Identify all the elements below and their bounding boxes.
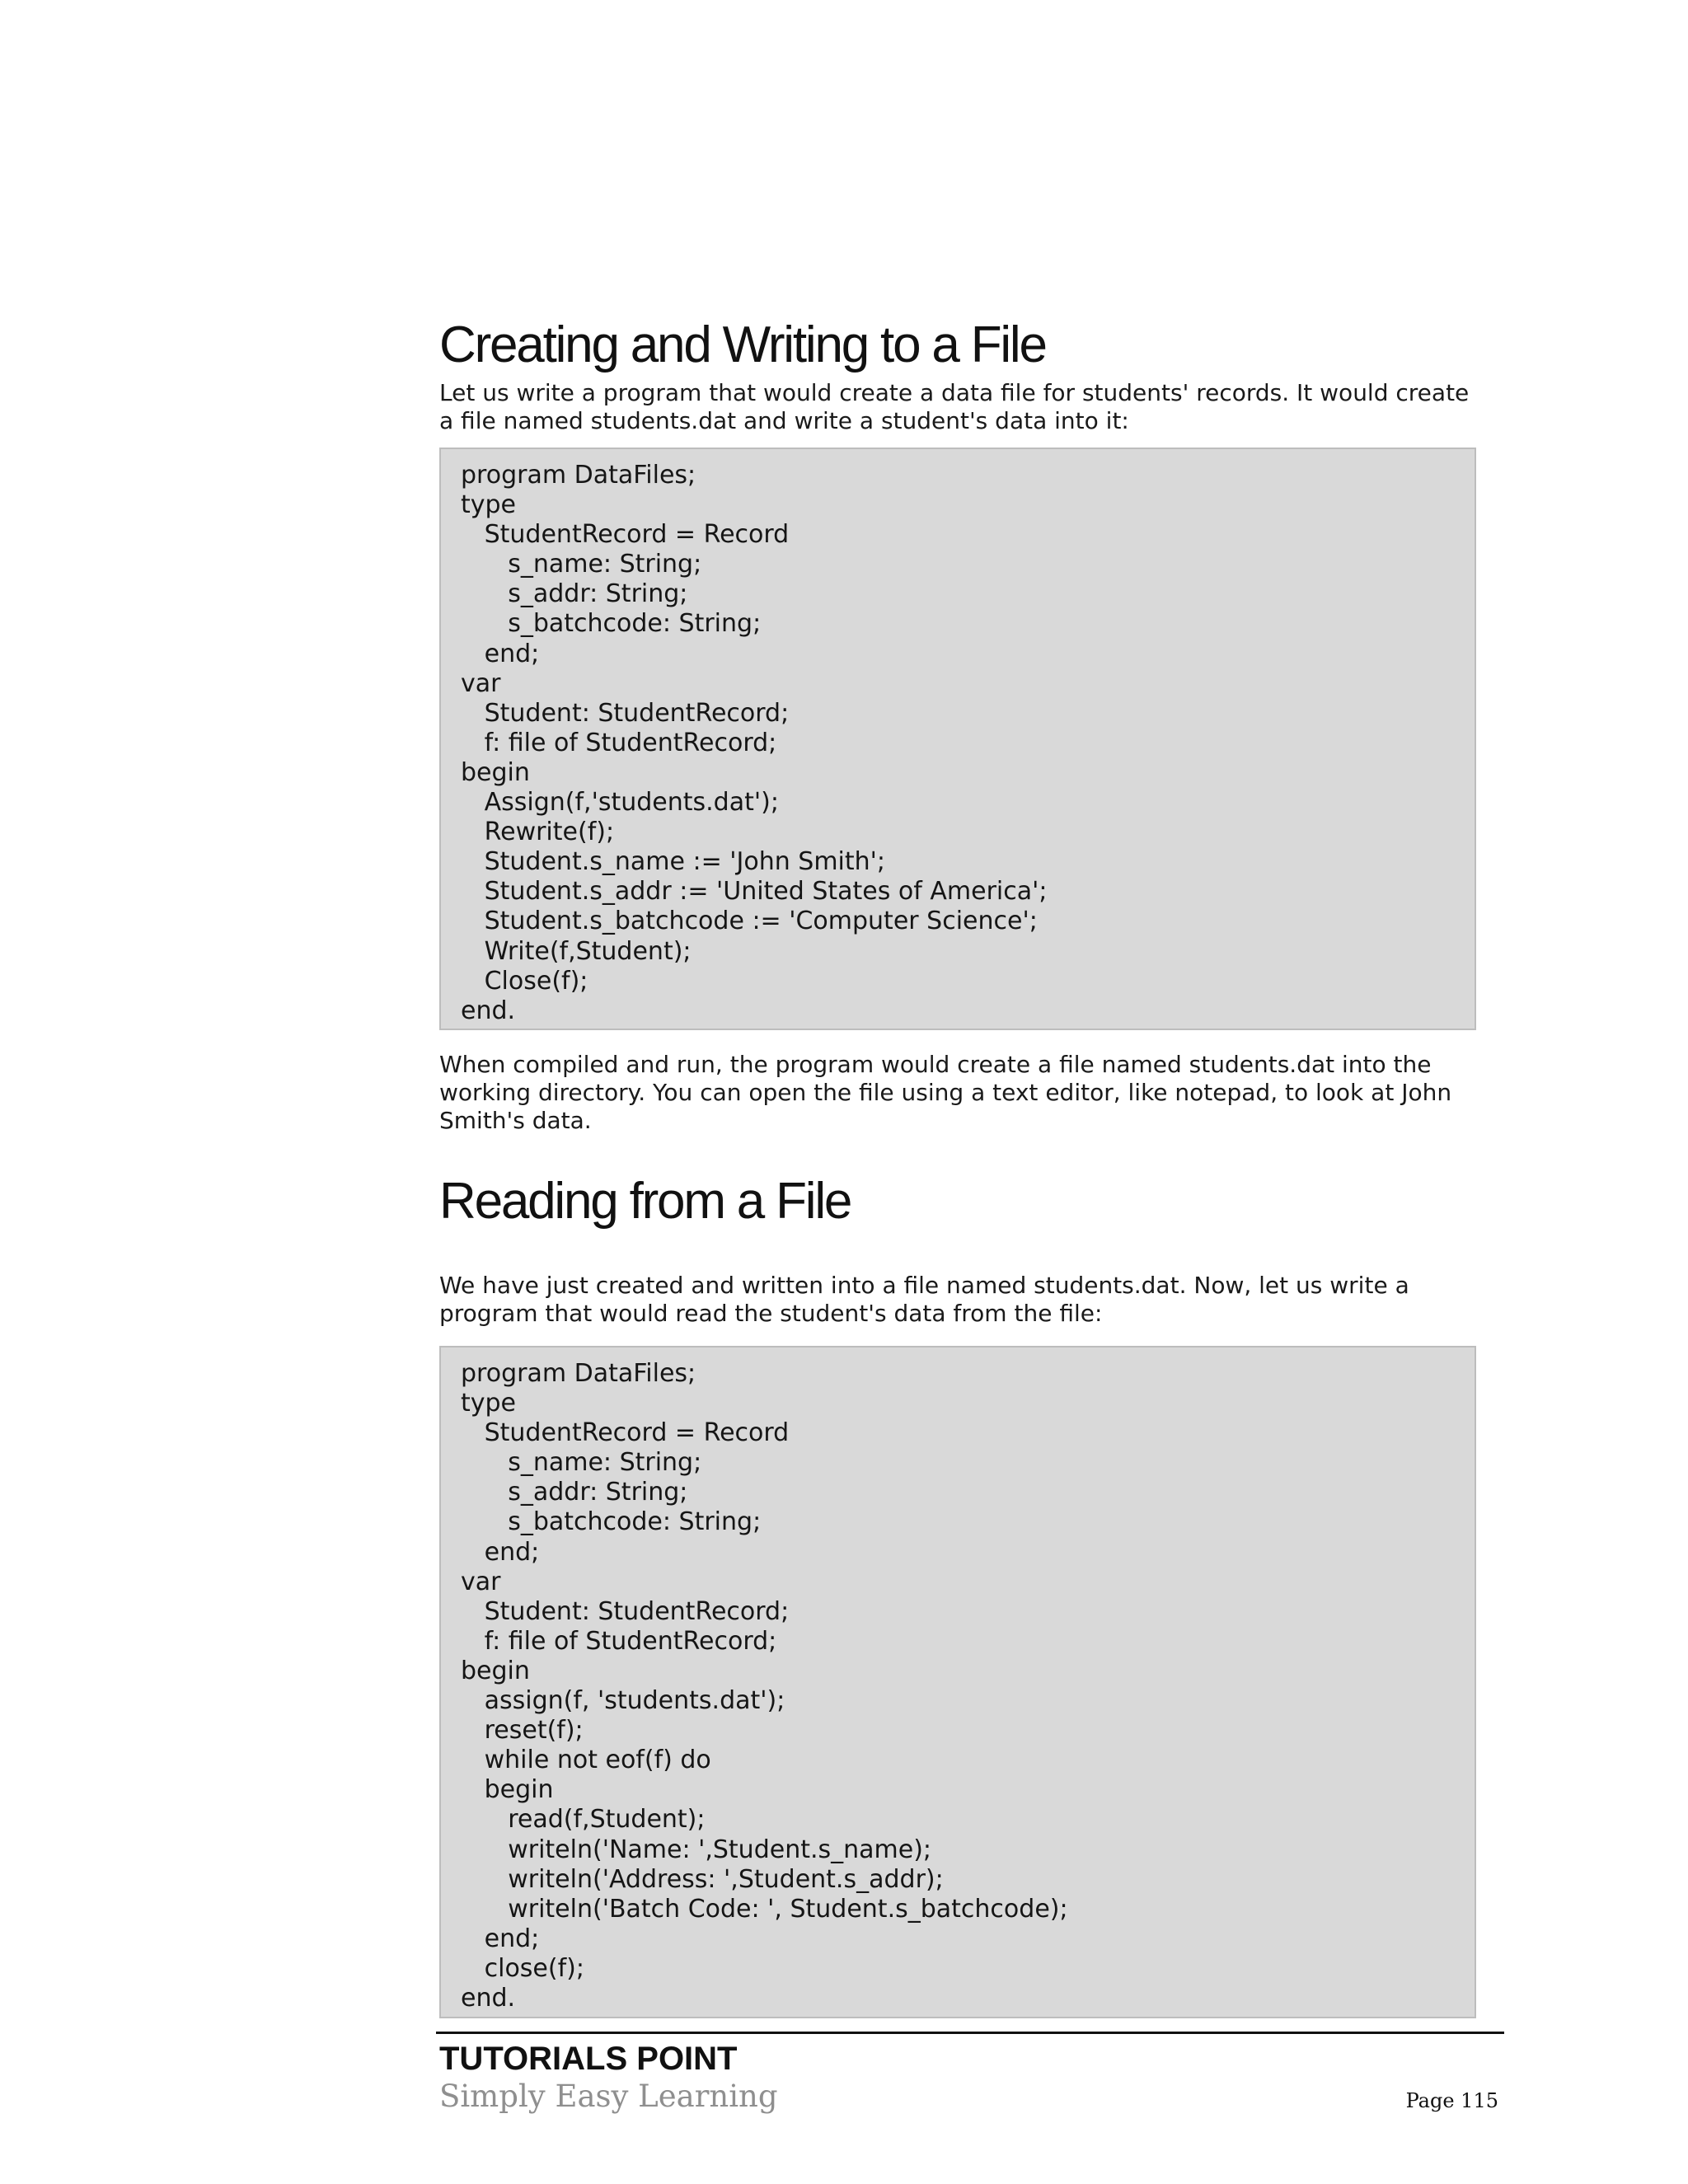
- section-heading-reading: Reading from a File: [439, 1173, 851, 1230]
- code-line: StudentRecord = Record: [461, 1418, 790, 1448]
- code-block-write-file: [439, 448, 1476, 1030]
- code-line: writeln('Batch Code: ', Student.s_batchcode);: [461, 1894, 1068, 1924]
- code-line: read(f,Student);: [461, 1805, 706, 1835]
- text-line: program that would read the student's data from the file:: [439, 1300, 1103, 1327]
- explanation-paragraph: [439, 1051, 1494, 1135]
- text-line: Let us write a program that would create a data file for students' records. It would create: [439, 379, 1470, 406]
- code-line: reset(f);: [461, 1716, 584, 1746]
- code-line: Student: StudentRecord;: [461, 1596, 790, 1626]
- code-line: s_addr: String;: [461, 579, 688, 609]
- code-line: end;: [461, 1537, 540, 1567]
- code-line: Assign(f,'students.dat');: [461, 788, 779, 818]
- code-line: Student: StudentRecord;: [461, 698, 790, 728]
- code-line: Student.s_addr := 'United States of America';: [461, 877, 1048, 907]
- code-line: writeln('Address: ',Student.s_addr);: [461, 1864, 944, 1894]
- page-number: Page 115: [1405, 2089, 1498, 2112]
- code-line: begin: [461, 1775, 554, 1805]
- code-line: end;: [461, 639, 540, 668]
- code-line: program DataFiles;: [461, 461, 696, 490]
- footer-tagline: Simply Easy Learning: [439, 2079, 778, 2114]
- code-line: s_name: String;: [461, 550, 702, 579]
- code-line: s_batchcode: String;: [461, 609, 762, 639]
- code-line: Student.s_name := 'John Smith';: [461, 847, 886, 877]
- code-line: writeln('Name: ',Student.s_name);: [461, 1835, 932, 1864]
- code-line: f: file of StudentRecord;: [461, 728, 777, 757]
- text-line: working directory. You can open the file using a text editor, like notepad, to look at John: [439, 1079, 1452, 1106]
- code-line: end.: [461, 1983, 516, 2013]
- code-line: var: [461, 668, 501, 698]
- intro-paragraph-2: [439, 1272, 1494, 1328]
- text-line: Smith's data.: [439, 1107, 592, 1134]
- code-line: StudentRecord = Record: [461, 520, 790, 550]
- code-block-read-file: [439, 1346, 1476, 2018]
- code-line: program DataFiles;: [461, 1359, 696, 1388]
- intro-paragraph-1: [439, 379, 1494, 435]
- code-line: s_name: String;: [461, 1448, 702, 1478]
- code-line: s_batchcode: String;: [461, 1507, 762, 1537]
- code-line: type: [461, 1389, 517, 1418]
- text-line: a file named students.dat and write a student's data into it:: [439, 407, 1129, 434]
- code-line: Rewrite(f);: [461, 818, 615, 847]
- code-line: begin: [461, 757, 530, 787]
- footer-divider: [436, 2032, 1504, 2034]
- text-line: When compiled and run, the program would create a file named students.dat into the: [439, 1051, 1432, 1078]
- code-line: Write(f,Student);: [461, 936, 692, 966]
- text-line: We have just created and written into a file named students.dat. Now, let us write a: [439, 1272, 1409, 1299]
- code-line: assign(f, 'students.dat');: [461, 1686, 785, 1716]
- code-line: while not eof(f) do: [461, 1746, 711, 1775]
- code-line: close(f);: [461, 1953, 584, 1983]
- code-line: end;: [461, 1924, 540, 1953]
- code-line: s_addr: String;: [461, 1478, 688, 1507]
- section-heading-creating-writing: Creating and Writing to a File: [439, 316, 1046, 373]
- code-line: begin: [461, 1656, 530, 1685]
- code-line: Close(f);: [461, 966, 588, 996]
- code-line: f: file of StudentRecord;: [461, 1626, 777, 1656]
- footer-brand: TUTORIALS POINT: [439, 2041, 738, 2077]
- code-line: Student.s_batchcode := 'Computer Science';: [461, 907, 1038, 936]
- code-line: var: [461, 1567, 501, 1596]
- code-line: end.: [461, 996, 516, 1025]
- code-line: type: [461, 490, 517, 520]
